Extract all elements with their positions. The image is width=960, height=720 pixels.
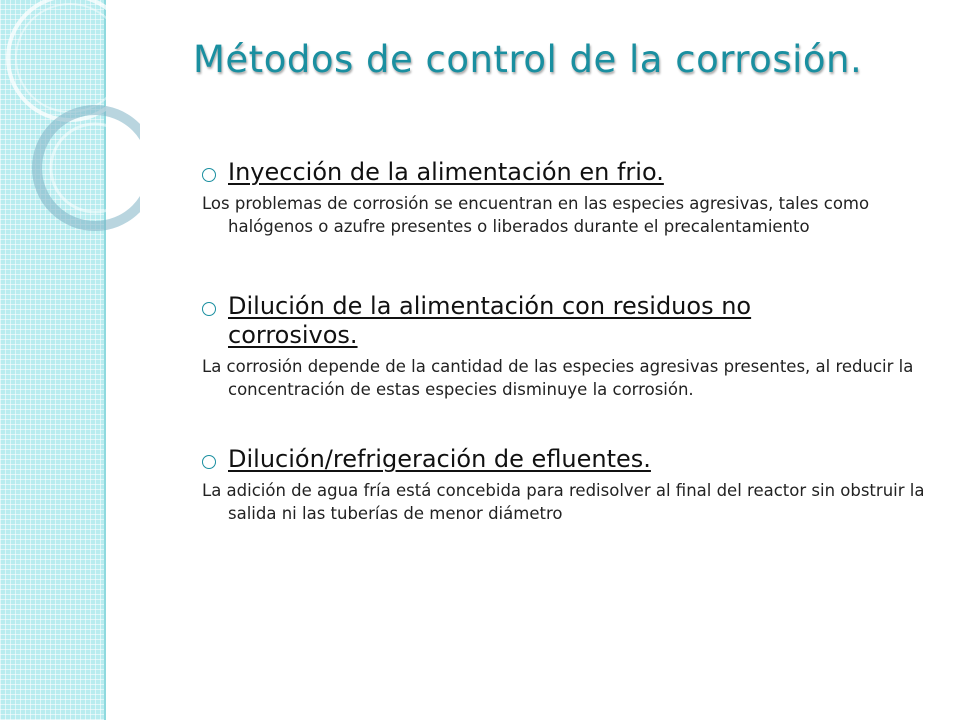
section-heading: Dilución de la alimentación con residuos no corrosivos. (228, 292, 752, 349)
section-heading: Inyección de la alimentación en frio. (228, 158, 664, 186)
hollow-circle-bullet-icon (202, 168, 216, 182)
section-body: Los problemas de corrosión se encuentran en las especies agresivas, tales como halógenos o azufre presentes o liberados durante el precalentamiento (202, 194, 870, 236)
slide-title: Métodos de control de la corrosión. (193, 38, 863, 81)
section-heading: Dilución/refrigeración de efluentes. (228, 445, 651, 473)
bullet-row (202, 158, 942, 187)
decorative-circles-icon (0, 0, 140, 260)
section-body: La corrosión depende de la cantidad de las especies agresivas presentes, al reducir la concentración de estas especies disminuye la corrosión. (202, 357, 914, 399)
slide-content (202, 158, 942, 525)
bullet-row (202, 292, 942, 350)
section-feed-dilution (202, 292, 942, 401)
hollow-circle-bullet-icon (202, 455, 216, 469)
section-effluent-dilution-cooling (202, 445, 942, 525)
hollow-circle-bullet-icon (202, 302, 216, 316)
section-body: La adición de agua fría está concebida para redisolver al final del reactor sin obstruir la salida ni las tuberías de menor diámetro (202, 481, 925, 523)
section-cold-feed-injection (202, 158, 942, 238)
bullet-row (202, 445, 942, 474)
